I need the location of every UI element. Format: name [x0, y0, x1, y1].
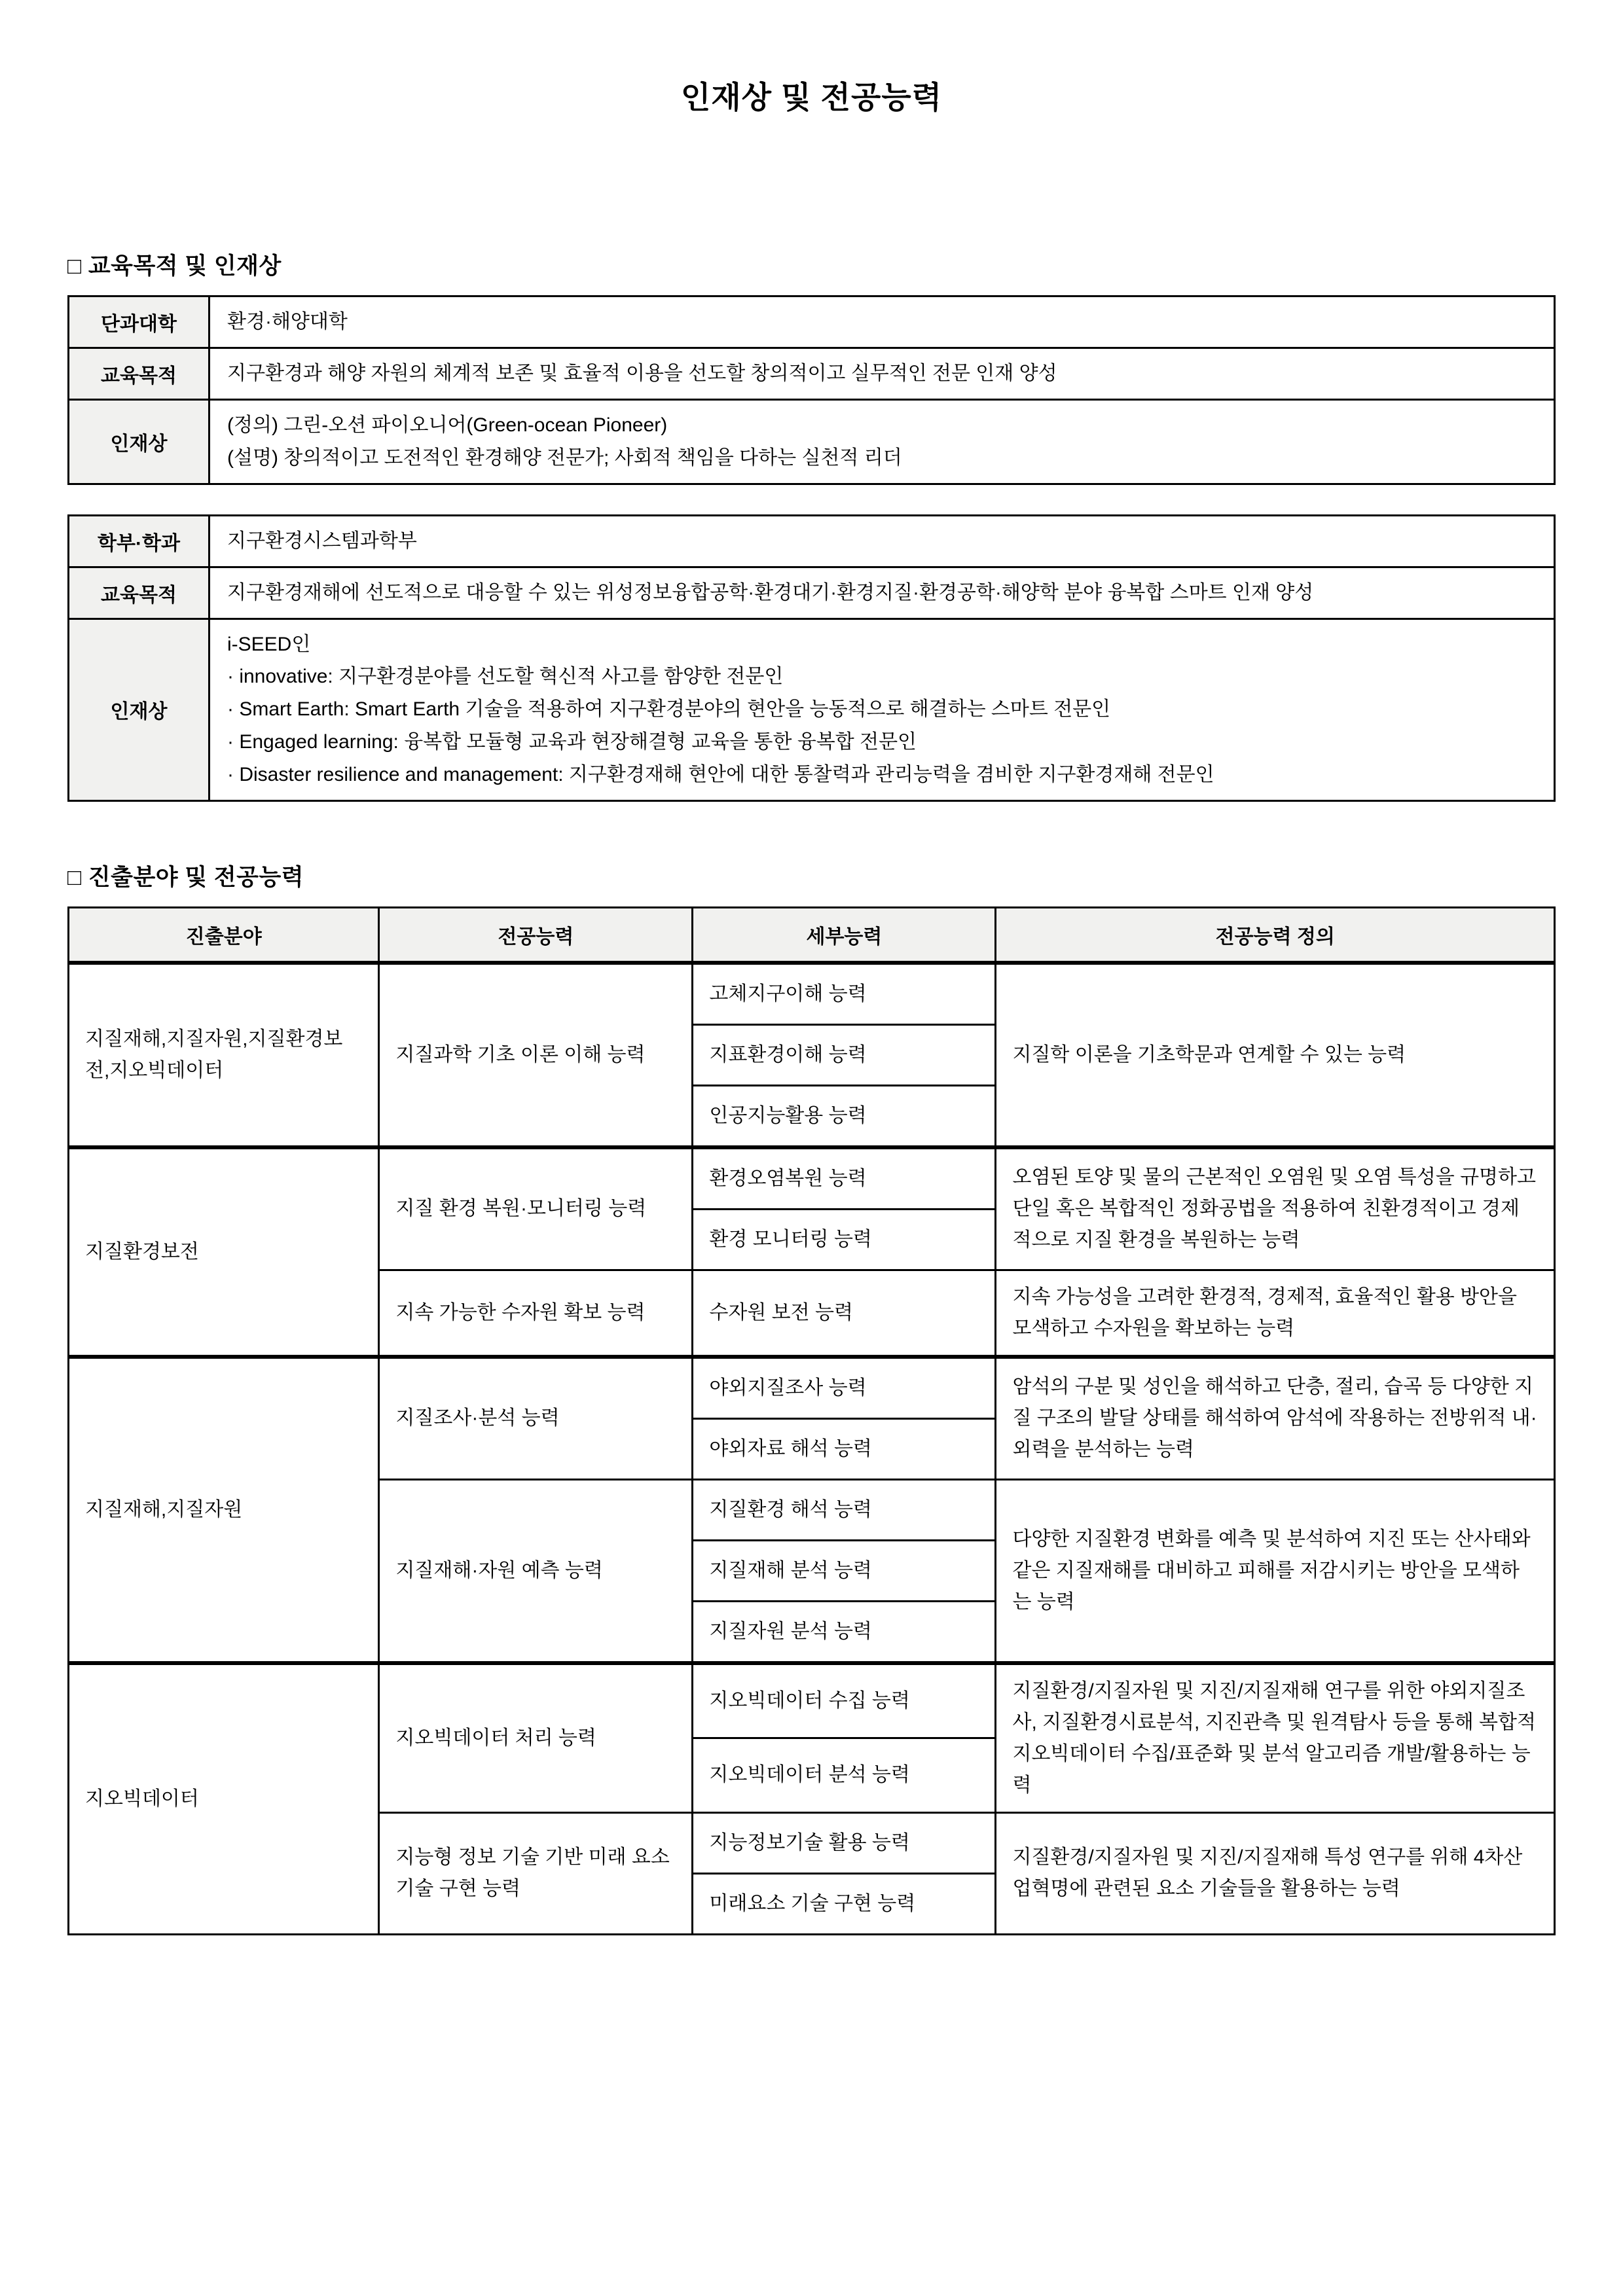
content-line: · Engaged learning: 융복합 모듈형 교육과 현장해결형 교육을 통한 융복합 전문인: [227, 730, 917, 753]
column-header: 전공능력 정의: [996, 907, 1555, 963]
column-header: 진출분야: [69, 907, 379, 963]
table-row: [69, 619, 1555, 800]
definition-cell: 암석의 구분 및 성인을 해석하고 단층, 절리, 습곡 등 다양한 지질 구조의 발달 상태를 해석하여 암석에 작용하는 전방위적 내·외력을 분석하는 능력: [996, 1357, 1555, 1480]
definition-cell: 지속 가능성을 고려한 환경적, 경제적, 효율적인 활용 방안을 모색하고 수자원을 확보하는 능력: [996, 1270, 1555, 1357]
row-content: [210, 619, 1555, 800]
competency-cell: 지질조사·분석 능력: [379, 1357, 693, 1480]
content-line: i-SEED인: [227, 633, 311, 655]
table-row: [69, 567, 1555, 619]
row-label: 인재상: [69, 619, 210, 800]
content-line: 지구환경과 해양 자원의 체계적 보존 및 효율적 이용을 선도할 창의적이고 실무적인 전문 인재 양성: [227, 363, 1057, 385]
field-cell: 지질환경보전: [69, 1147, 379, 1357]
field-cell: 지질재해,지질자원,지질환경보전,지오빅데이터: [69, 963, 379, 1147]
subskill-cell: 지질자원 분석 능력: [693, 1601, 996, 1663]
row-label: 단과대학: [69, 296, 210, 348]
content-line: 지구환경시스템과학부: [227, 529, 417, 552]
subskill-cell: 지능정보기술 활용 능력: [693, 1812, 996, 1873]
table-row: [69, 296, 1555, 348]
definition-cell: 지질환경/지질자원 및 지진/지질재해 연구를 위한 야외지질조사, 지질환경시료분석, 지진관측 및 원격탐사 등을 통해 복합적 지오빅데이터 수집/표준화 및 분석 알고리즘 개발/활용하는 능력: [996, 1663, 1555, 1813]
row-label: 인재상: [69, 400, 210, 484]
row-label: 교육목적: [69, 348, 210, 400]
row-content: [210, 400, 1555, 484]
row-content: [210, 296, 1555, 348]
subskill-cell: 수자원 보전 능력: [693, 1270, 996, 1357]
definition-cell: 지질환경/지질자원 및 지진/지질재해 특성 연구를 위해 4차산업혁명에 관련된 요소 기술들을 활용하는 능력: [996, 1812, 1555, 1934]
subskill-cell: 환경오염복원 능력: [693, 1147, 996, 1210]
competency-cell: 지질 환경 복원·모니터링 능력: [379, 1147, 693, 1270]
definition-cell: 다양한 지질환경 변화를 예측 및 분석하여 지진 또는 산사태와 같은 지질재해를 대비하고 피해를 저감시키는 방안을 모색하는 능력: [996, 1479, 1555, 1663]
subskill-cell: 야외자료 해석 능력: [693, 1418, 996, 1479]
competency-cell: 지속 가능한 수자원 확보 능력: [379, 1270, 693, 1357]
content-line: · Smart Earth: Smart Earth 기술을 적용하여 지구환경분야의 현안을 능동적으로 해결하는 스마트 전문인: [227, 698, 1111, 721]
competency-cell: 지능형 정보 기술 기반 미래 요소 기술 구현 능력: [379, 1812, 693, 1934]
column-header: 전공능력: [379, 907, 693, 963]
content-line: · Disaster resilience and management: 지구환경재해 현안에 대한 통찰력과 관리능력을 겸비한 지구환경재해 전문인: [227, 763, 1214, 785]
competency-cell: 지질재해·자원 예측 능력: [379, 1479, 693, 1663]
column-header: 세부능력: [693, 907, 996, 963]
table-row: [69, 348, 1555, 400]
field-cell: 지질재해,지질자원: [69, 1357, 379, 1663]
content-line: 지구환경재해에 선도적으로 대응할 수 있는 위성정보융합공학·환경대기·환경지질·환경공학·해양학 분야 융복합 스마트 인재 양성: [227, 581, 1314, 603]
field-cell: 지오빅데이터: [69, 1663, 379, 1935]
table-row: [69, 963, 1555, 1025]
college-table: [67, 295, 1556, 485]
subskill-cell: 지질환경 해석 능력: [693, 1479, 996, 1540]
row-content: [210, 515, 1555, 567]
department-table: [67, 514, 1556, 802]
table-row: [69, 1663, 1555, 1738]
definition-cell: 오염된 토양 및 물의 근본적인 오염원 및 오염 특성을 규명하고 단일 혹은 복합적인 정화공법을 적용하여 친환경적이고 경제적으로 지질 환경을 복원하는 능력: [996, 1147, 1555, 1270]
table-row: [69, 1147, 1555, 1210]
section-heading-education: □ 교육목적 및 인재상: [67, 253, 282, 279]
subskill-cell: 지질재해 분석 능력: [693, 1540, 996, 1601]
subskill-cell: 인공지능활용 능력: [693, 1085, 996, 1147]
page-title: 인재상 및 전공능력: [680, 80, 943, 115]
definition-cell: 지질학 이론을 기초학문과 연계할 수 있는 능력: [996, 963, 1555, 1147]
subskill-cell: 환경 모니터링 능력: [693, 1209, 996, 1270]
content-line: 환경·해양대학: [227, 311, 348, 333]
row-label: 교육목적: [69, 567, 210, 619]
competency-table: [67, 906, 1556, 1935]
competency-cell: 지오빅데이터 처리 능력: [379, 1663, 693, 1813]
row-content: [210, 348, 1555, 400]
subskill-cell: 고체지구이해 능력: [693, 963, 996, 1025]
row-label: 학부·학과: [69, 515, 210, 567]
table-row: [69, 400, 1555, 484]
table-row: [69, 1357, 1555, 1419]
content-line: · innovative: 지구환경분야를 선도할 혁신적 사고를 함양한 전문인: [227, 666, 784, 688]
content-line: (설명) 창의적이고 도전적인 환경해양 전문가; 사회적 책임을 다하는 실천적 리더: [227, 446, 902, 469]
competency-table-header-row: [69, 907, 1555, 963]
content-line: (정의) 그린-오션 파이오니어(Green-ocean Pioneer): [227, 414, 668, 436]
subskill-cell: 야외지질조사 능력: [693, 1357, 996, 1419]
subskill-cell: 지표환경이해 능력: [693, 1024, 996, 1085]
section-heading-careers: □ 진출분야 및 전공능력: [67, 864, 304, 890]
subskill-cell: 미래요소 기술 구현 능력: [693, 1873, 996, 1934]
table-row: [69, 515, 1555, 567]
row-content: [210, 567, 1555, 619]
competency-cell: 지질과학 기초 이론 이해 능력: [379, 963, 693, 1147]
subskill-cell: 지오빅데이터 수집 능력: [693, 1663, 996, 1738]
subskill-cell: 지오빅데이터 분석 능력: [693, 1738, 996, 1812]
